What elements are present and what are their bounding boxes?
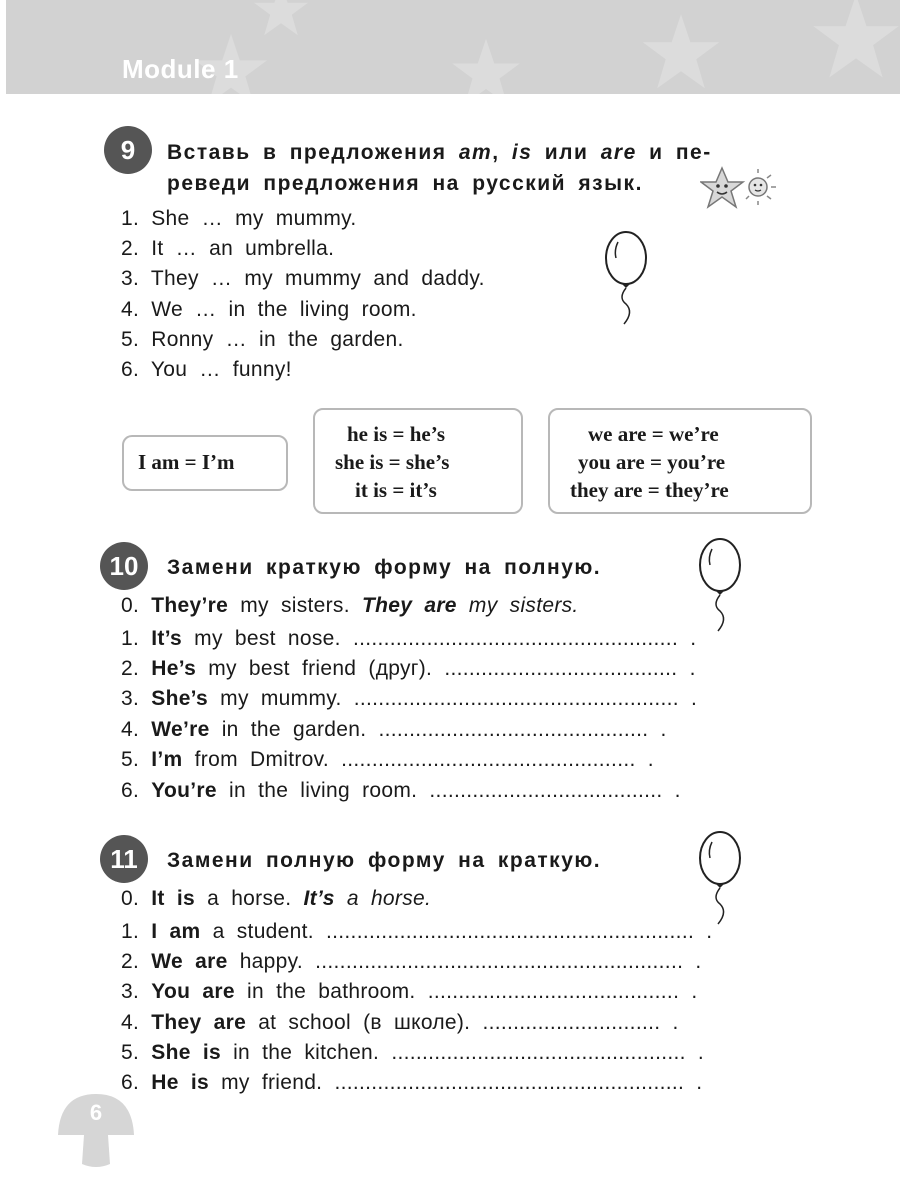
- exercise-instruction: Замени полную форму на краткую.: [167, 849, 602, 872]
- contraction-box-are: [548, 408, 812, 514]
- exercise-item: 5. I’m from Dmitrov. ................................................ .: [121, 748, 654, 771]
- answer-blank: ......................................... .: [427, 980, 698, 1003]
- contraction-box-is: [313, 408, 523, 514]
- exercise-number-badge: 10: [100, 542, 148, 590]
- balloon-icon: [692, 535, 752, 635]
- exercise-item: 2. We are happy. ............................................................ .: [121, 950, 702, 973]
- contraction-rule: it is = it’s: [355, 478, 437, 502]
- example-item: 0. It is a horse. It’s a horse.: [121, 887, 432, 910]
- exercise-item: 2. He’s my best friend (друг). ...................................... .: [121, 657, 696, 680]
- contraction-rule: she is = she’s: [335, 450, 450, 474]
- answer-blank: ...................................... .: [444, 657, 696, 680]
- answer-blank: ..................................................... .: [353, 687, 698, 710]
- star-decoration-icon: [446, 35, 526, 94]
- exercise-item: 3. She’s my mummy. ..................................................... .: [121, 687, 698, 710]
- exercise-item: 1. She … my mummy.: [121, 207, 357, 230]
- exercise-item: 4. We’re in the garden. ............................................ .: [121, 718, 667, 741]
- exercise-item: 2. It … an umbrella.: [121, 237, 335, 260]
- answer-blank: ............................. .: [482, 1011, 679, 1034]
- balloon-icon: [598, 228, 658, 328]
- answer-blank: ............................................................ .: [326, 920, 713, 943]
- contraction-rule: they are = they’re: [570, 478, 729, 502]
- page-header: [6, 0, 900, 94]
- answer-blank: ...................................... .: [429, 779, 681, 802]
- exercise-number-badge: 9: [104, 126, 152, 174]
- answer-blank: ......................................................... .: [334, 1071, 703, 1094]
- exercise-item: 5. Ronny … in the garden.: [121, 328, 404, 351]
- star-and-sun-icon: [700, 165, 785, 213]
- exercise-item: 4. We … in the living room.: [121, 298, 417, 321]
- exercise-item: 6. You’re in the living room. ...................................... .: [121, 779, 681, 802]
- exercise-item: 4. They are at school (в школе). ............................. .: [121, 1011, 679, 1034]
- exercise-item: 1. I am a student. ............................................................ .: [121, 920, 713, 943]
- module-title: Module 1: [122, 54, 239, 84]
- page-number: 6: [89, 1100, 103, 1125]
- star-decoration-icon: [806, 0, 900, 85]
- exercise-number-badge: 11: [100, 835, 148, 883]
- exercise-item: 5. She is in the kitchen. ................................................ .: [121, 1041, 705, 1064]
- star-decoration-icon: [246, 0, 316, 40]
- exercise-instruction: Замени краткую форму на полную.: [167, 556, 602, 579]
- exercise-item: 1. It’s my best nose. ..................................................... .: [121, 627, 697, 650]
- exercise-item: 3. They … my mummy and daddy.: [121, 267, 485, 290]
- contraction-rule: you are = you’re: [578, 450, 726, 474]
- exercise-instruction: Вставь в предложения am, is или are и пе-: [167, 141, 712, 164]
- example-item: 0. They’re my sisters. They are my sisters.: [121, 594, 579, 617]
- exercise-item: 6. He is my friend. ......................................................... .: [121, 1071, 703, 1094]
- contraction-rule: he is = he’s: [347, 422, 446, 446]
- contraction-rule: we are = we’re: [588, 422, 719, 446]
- answer-blank: ............................................................ .: [315, 950, 702, 973]
- page-number-badge: [56, 1090, 136, 1175]
- exercise-instruction-line2: реведи предложения на русский язык.: [167, 172, 643, 195]
- exercise-item: 3. You are in the bathroom. ......................................... .: [121, 980, 698, 1003]
- answer-blank: ................................................ .: [391, 1041, 705, 1064]
- exercise-item: 6. You … funny!: [121, 358, 292, 381]
- contraction-box-i: [122, 435, 288, 491]
- contraction-rule: I am = I’m: [138, 450, 235, 474]
- star-decoration-icon: [636, 10, 726, 94]
- answer-blank: ..................................................... .: [352, 627, 697, 650]
- answer-blank: ................................................ .: [341, 748, 654, 771]
- answer-blank: ............................................ .: [378, 718, 667, 741]
- balloon-icon: [692, 828, 752, 928]
